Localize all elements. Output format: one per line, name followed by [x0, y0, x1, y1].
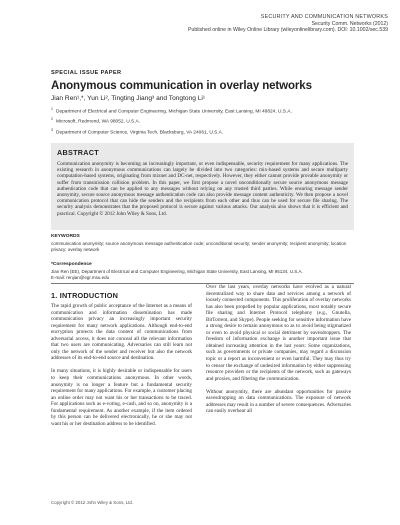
affiliation-item: $^3$Department of Computer Science, Virginia Tech, Blacksburg, VA 24061, U.S.A. [51, 127, 224, 136]
abstract-heading: ABSTRACT [57, 148, 99, 157]
right-column [206, 284, 351, 415]
author-list: Jian Ren¹,*, Yun Li², Tingting Jiang³ and Tongtong Li¹ [51, 95, 206, 102]
journal-citation-year: (2012) [371, 20, 388, 27]
paragraph: Over the last years, overlay networks have evolved as a natural decentralized way to share data and services among a network of loosely connected components. This proliferation of overlay networks has also been propelled by popular applications, most notably secure file sharing and Internet Protocol telephony (e.g., Gnutella, BitTorrent, and Skype). People seeking for sensitive information have a strong desire to remain anonymous so as to avoid being stigmatized or even to avoid physical or social detriment by eavesdroppers. The freedom of information exchange is another important issue that obtained increasing attention in the last years: Some organizations, such as governments or private companies, may regard a discussion topic or a report as inconvenient or even harmful. They may thus try to censor the exchange of undesired information by either suppressing resource providers or the recipients of the network, such as gateways and proxies, and filtering the communication. [206, 284, 351, 382]
abstract-box [51, 143, 354, 230]
copyright-footer: Copyright © 2012 John Wiley & Sons, Ltd. [51, 500, 134, 505]
special-issue-label: SPECIAL ISSUE PAPER [51, 70, 122, 76]
journal-name: SECURITY AND COMMUNICATION NETWORKS [260, 14, 388, 20]
affiliation-item: $^1$Department of Electrical and Computer Engineering, Michigan State University, East Lansing, MI 48824, U.S.A. [51, 107, 292, 115]
paragraph: The rapid growth of public acceptance of the Internet as a means of communication and information dissemination has made communication privacy an increasingly important security requirement for many network applications. Although end-to-end encryption protects the data content of communications from adversarial access, it does not conceal all the relevant information that two users are communicating. Adversaries can still learn not only the network of the sender and receiver but also the network addresses of its end-to-end source and destination. [51, 303, 192, 362]
keywords-heading: KEYWORDS [51, 234, 80, 239]
affiliation-item: $^2$Microsoft, Redmond, WA 98052, U.S.A. [51, 117, 141, 125]
paragraph: In many situations, it is highly desirable or indispensable for users to keep their communications anonymous. In other words, anonymity is no longer a feature but a fundamental security requirement for many applications. For example, a customer placing an online order may not want his or her transactions to be traced. For applications such as e-voting, e-cash, and so on, anonymity is a fundamental requirement. As another example, if the item ordered by this person can be delivered electronically, he or she may not want his or her destination address to be identified. [51, 368, 192, 427]
journal-citation-name: Security Comm. Networks [311, 20, 372, 27]
affiliation-list [51, 106, 292, 137]
journal-header [188, 14, 388, 34]
journal-citation [188, 21, 388, 28]
introduction-heading: 1. INTRODUCTION [51, 291, 119, 300]
correspondence-heading: *Correspondence [51, 262, 92, 267]
paragraph: Without anonymity, there are abundant opportunities for passive eavesdropping on data communications. The exposure of network addresses may result in a number of severe consequences. Adversaries can easily overhear all [206, 388, 351, 415]
paper-title: Anonymous communication in overlay networks [51, 80, 312, 92]
keywords-text: communication anonymity; source anonymous message authentication code; unconditional security; sender anonymity; recipient anonymity; location privacy; overlay network [51, 241, 347, 252]
journal-doi: Published online in Wiley Online Library (wileyonlinelibrary.com). DOI: 10.1002/sec.539 [187, 27, 388, 34]
left-column [51, 303, 192, 427]
abstract-text: Communication anonymity is becoming an increasingly important, or even indispensable, security requirement for many applications. The existing research in anonymous communications can largely be divided into two categories: mix-based systems and secure multiparty computation-based systems, originating from mixnet and DC-net, respectively. However, they either cannot provide provable anonymity or suffer from transmission collision problem. In this paper, we first propose a novel unconditionally secure source anonymous message authentication code that can be applied to any messages without relying on any trusted third parties. While ensuring message sender anonymity, secure source anonymous message authentication code can also provide message content authenticity. We then propose a novel communication protocol that can hide the senders and the recipients from each other and thus can be used for secure file sharing. The security analysis demonstrates that the proposed protocol is secure against various attacks. Our analysis also shows that it is efficient and practical. Copyright © 2012 John Wiley & Sons, Ltd. [57, 161, 348, 217]
correspondence-address: Jian Ren (EE), Department of Electrical and Computer Engineering, Michigan State University, East Lansing, MI 95134, U.S.A. [51, 269, 303, 274]
correspondence-text [51, 269, 303, 282]
correspondence-email: E-mail: renjian@egr.msu.edu [51, 275, 110, 281]
